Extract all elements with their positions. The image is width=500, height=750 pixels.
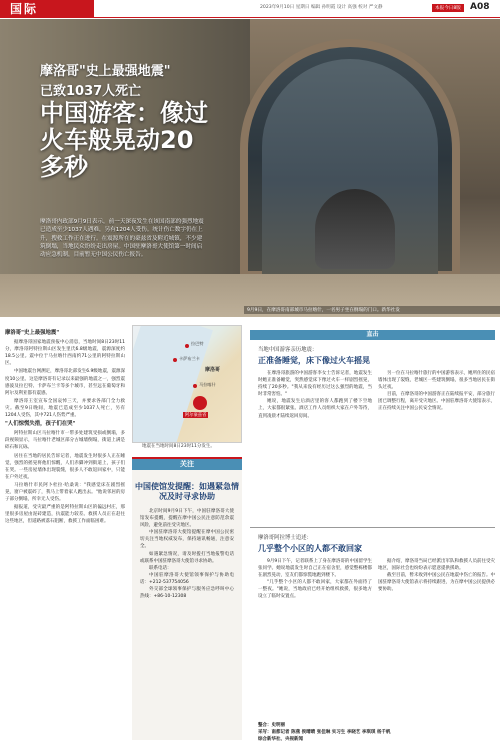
sidebar-contact-1: 中国驻摩洛哥大使馆领事保护与协助电话：+212-537754056 — [140, 572, 234, 585]
map-city-casablanca: 卡萨布兰卡 — [179, 356, 200, 361]
page-title: 中国游客：像过火车般晃动20多秒 — [40, 99, 208, 181]
right-p4: 目前，在摩洛哥的中国游客正在陆续报平安，部分旅行团已调整行程，离开受灾地区。中国驻摩洛哥大使馆表示，正在持续关注中国公民安全情况。 — [378, 392, 495, 412]
page-header — [0, 0, 500, 18]
left-p4: 阿特拉斯山区马拉喀什市一带多处建筑受损或倒塌，多段视频显示，马拉喀什老城区部分古城墙倒塌，街道上满是碎石和瓦砾。 — [5, 431, 125, 451]
right-col-1a — [258, 370, 372, 420]
sidebar-p3: 如遇紧急情况，请及时拨打当地报警电话或联系中国驻摩洛哥大使馆寻求协助。 — [140, 551, 234, 564]
left-heading: 摩洛哥"史上最强地震" — [5, 330, 60, 336]
right-col-2b — [378, 558, 495, 593]
left-p5: 居住在当地的居民告诉记者，地震发生时很多人正在睡觉，强烈的摇晃将他们惊醒，人们赤脚冲到街道上，孩子们在哭。一些房屋墙体出现裂缝，很多人不敢返回家中，只能在户外过夜。 — [5, 453, 125, 480]
section-label: 国际 — [0, 0, 94, 18]
hero-caption: 9月9日，在摩洛哥南部城市马拉喀什，一名男子坐在倒塌的门口。新华社发 — [244, 306, 500, 314]
right-p8: 截至目前，暂未收到中国公民在地震中伤亡的报告。中国驻摩洛哥大使馆表示将持续跟进，为在摩中国公民提供必要协助。 — [378, 573, 495, 593]
right-p7: 据介绍，摩洛哥当局已经派出军队和救援人员前往受灾地区，国际社会也纷纷表示愿意提供援助。 — [378, 559, 495, 572]
sidebar-contact-label: 联系电话： — [149, 565, 172, 571]
left-subheading: "人们惊慌失措，孩子们在哭" — [5, 421, 76, 428]
right-headline-2: 几乎整个小区的人都不敢回家 — [258, 544, 362, 553]
credits-source: 综合新华社、央视新闻 — [258, 737, 303, 742]
right-col-2a — [258, 558, 372, 601]
date-info: 2023年9月10日 星期日 编辑 孙明霞 设计 高强 校对 严文静 — [260, 5, 383, 10]
hero-kicker-1: 摩洛哥"史上最强地震" — [40, 64, 171, 79]
sidebar-body — [132, 502, 242, 600]
hero-lead: 摩洛哥内政部9月9日表示，前一天深夜发生在该国南部的强烈地震已造成至少1037人遇难，另有1204人受伤。统计伤亡数字仍在上升，搜救工作正在进行。在震源所在的豪兹省及附近城镇，不少建筑倒塌，当地民众纷纷走出房屋。中国驻摩洛哥大使馆第一时间启动应急机制，目前暂无中国公民伤亡报告。 — [40, 219, 204, 259]
right-col-1b — [378, 370, 495, 413]
map-dot-rabat — [185, 344, 189, 348]
right-p5: 9月9日下午，记者联系上了身在摩洛哥的中国留学生张同学。她说地震发生时自己正在宿舍里，感觉整栋楼都在剧烈晃动，室友们都惊慌地跑到楼下。 — [258, 559, 372, 579]
location-map — [132, 325, 242, 443]
header-rule — [0, 17, 500, 18]
right-p2: 她说，地震发生后酒店里的客人都跑到了楼下空地上，大家都很紧张。酒店工作人员组织大家在户外等待，直到凌晨才陆续返回房间。 — [258, 399, 372, 419]
left-p2: 中国地震台网测定，摩洛哥北部发生6.9级地震，震源深度10公里。这是摩洛哥有记录以来最强的地震之一，强烈震感波及拉巴特、卡萨布兰卡等多个城市，甚至远在葡萄牙和阿尔及利亚都有震感。 — [5, 369, 125, 396]
credits — [258, 722, 495, 743]
left-column — [5, 328, 125, 526]
left-p6: 马拉喀什市民阿卜杜拉·哈桑说："我感觉床在剧烈摇晃，窗户被震碎了，我马上带着家人跑出去。"他说邻居的房子部分倒塌，所幸无人受伤。 — [5, 482, 125, 503]
right-band: 直击 — [250, 330, 495, 340]
right-subtitle-1: 当地中国游客亲历地震： — [258, 347, 318, 353]
sidebar-p1: 北京时间9月9日下午，中国驻摩洛哥大使馆发布提醒，提醒在摩中国公民注意防范余震风险，避免前往受灾地区。 — [140, 509, 234, 529]
right-divider — [250, 527, 495, 528]
map-caption: 地震在当地时间8日23时11分发生。 — [142, 444, 215, 449]
page-number: A08 — [470, 2, 490, 12]
map-country: 摩洛哥 — [205, 367, 221, 373]
hero-person — [315, 189, 395, 269]
sidebar-band: 关注 — [132, 459, 242, 470]
map-city-rabat: 拉巴特 — [191, 341, 204, 346]
right-p3: 另一位在马拉喀什旅行的中国游客表示，她所住的民宿墙体出现了裂缝，老城区一些建筑倒塌，很多当地居民在街头过夜。 — [378, 371, 495, 391]
map-dot-marrakech — [193, 384, 197, 388]
right-subtitle-2: 摩洛哥阿拉博士追述： — [258, 535, 312, 541]
hero-kicker-2: 已致1037人死亡 — [40, 84, 142, 99]
map-epicenter-marker — [193, 396, 207, 410]
left-p3: 摩洛哥王室宣布全国哀悼三天，并要求各部门全力救灾。截至9日晚间，地震已造成至少1037人死亡，另有1204人受伤，其中721人伤势严重。 — [5, 398, 125, 419]
sidebar-headline: 中国使馆发提醒：如遇紧急情况及时寻求协助 — [135, 482, 239, 501]
left-p7: 据报道，受灾最严重的是阿特拉斯山区的偏远村庄，那里很多房屋由泥砖建造，抗震能力较差。救援人员正在赶往这些地区，但道路被落石阻断，救援工作面临困难。 — [5, 505, 125, 525]
edition-tag: 本报今日8版 — [432, 4, 464, 12]
map-dot-casablanca — [173, 358, 177, 362]
left-p1: 据摩洛哥国家地震预报中心消息，当地时间8日23时11分，摩洛哥阿特拉斯山区发生里氏6.8级地震，震源深度约18.5公里。震中位于马拉喀什西南约71公里的阿特拉斯山区。 — [5, 340, 125, 367]
sidebar-box — [132, 457, 242, 740]
right-headline-1: 正准备睡觉，床下像过火车摇晃 — [258, 356, 370, 365]
map-city-marrakech: 马拉喀什 — [199, 382, 216, 387]
right-p1: 在摩洛哥旅游的中国游客李女士告诉记者，地震发生时她正准备睡觉，突然感觉床下像过火车一样剧烈摇晃，持续了20多秒。"我从来没有经历过这么强烈的地震，当时非常害怕。" — [258, 371, 372, 398]
sidebar-contact-2: 外交部全球领事保护与服务应急呼叫中心热线：+86-10-12308 — [140, 587, 234, 600]
right-p6: "几乎整个小区的人都不敢回家，大家都在外面待了一整夜。"她说，当地政府已经开始组织救援，很多地方设立了临时安置点。 — [258, 580, 372, 600]
credits-reporters: 采写：南都记者 陈燕 侯晴晴 张佳琳 实习生 李晓艺 李琪琪 杨千帆 — [258, 730, 391, 735]
sidebar-p2: 中国驻摩洛哥大使馆提醒在摩中国公民密切关注当地权威发布，保持通讯畅通，注意安全。 — [140, 530, 234, 550]
credits-editor: 整合：史明丽 — [258, 723, 285, 728]
map-epicenter-label: 阿尔豪兹省 — [185, 413, 207, 418]
